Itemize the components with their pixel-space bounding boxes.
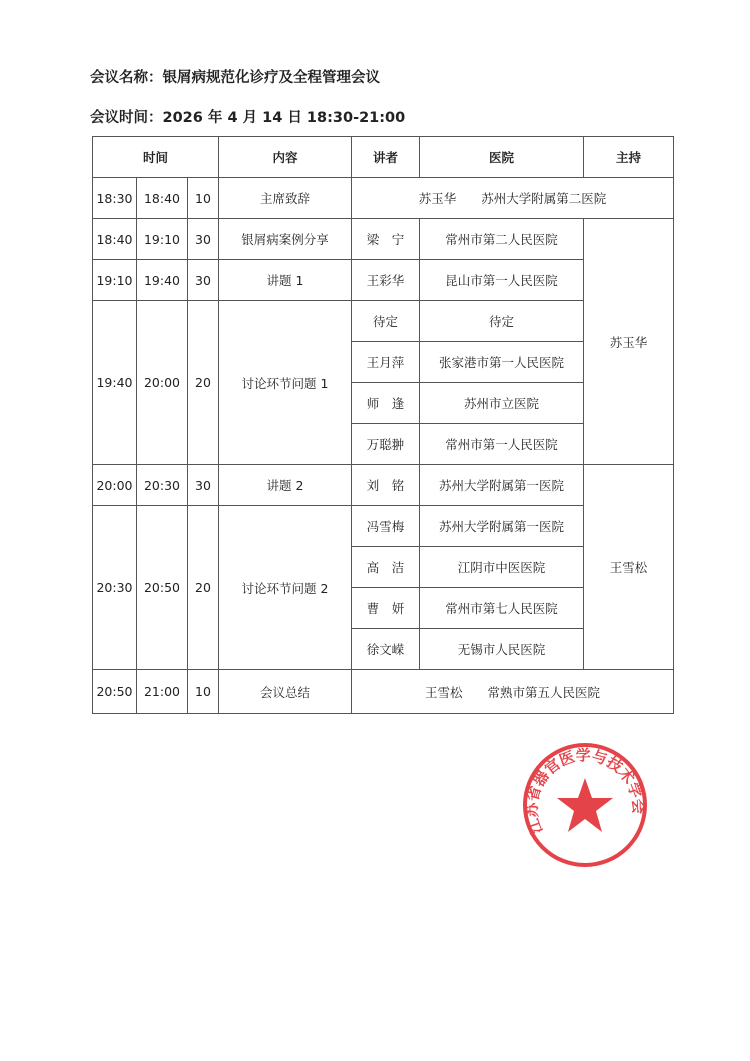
table-row [93,465,674,506]
header-host: 主持 [584,137,674,178]
table-row [93,670,674,714]
end-time: 20:50 [137,506,188,670]
meeting-name: 会议名称：银屑病规范化诊疗及全程管理会议 [90,70,380,86]
content: 讲题 1 [219,260,352,301]
hospital: 待定 [420,301,584,342]
start-time: 19:40 [93,301,137,465]
header-hospital: 医院 [420,137,584,178]
header-time: 时间 [93,137,219,178]
speaker-hospital [352,670,674,714]
hospital: 常州市第七人民医院 [420,588,584,629]
hospital: 苏州大学附属第一医院 [420,506,584,547]
header-content: 内容 [219,137,352,178]
hospital: 江阴市中医医院 [420,547,584,588]
start-time: 18:40 [93,219,137,260]
speaker: 师 逢 [352,383,420,424]
table-row [93,219,674,260]
speaker: 刘 铭 [352,465,420,506]
schedule-table [92,136,674,714]
start-time: 18:30 [93,178,137,219]
speaker: 万聪翀 [352,424,420,465]
start-time: 20:50 [93,670,137,714]
hospital: 苏州大学附属第二医院 [481,191,607,206]
hospital: 无锡市人民医院 [420,629,584,670]
start-time: 20:00 [93,465,137,506]
start-time: 19:10 [93,260,137,301]
speaker: 待定 [352,301,420,342]
end-time: 19:10 [137,219,188,260]
speaker: 梁 宁 [352,219,420,260]
host: 苏玉华 [584,219,674,465]
seal-ring [522,745,648,865]
duration: 20 [188,506,219,670]
end-time: 21:00 [137,670,188,714]
header-speaker: 讲者 [352,137,420,178]
hospital: 常熟市第五人民医院 [487,684,601,700]
content: 会议总结 [219,670,352,714]
hospital: 昆山市第一人民医院 [420,260,584,301]
end-time: 20:00 [137,301,188,465]
official-seal-stamp [520,740,650,870]
hospital: 常州市第一人民医院 [420,424,584,465]
hospital: 常州市第二人民医院 [420,219,584,260]
duration: 10 [188,178,219,219]
duration: 30 [188,465,219,506]
speaker: 曹 妍 [352,588,420,629]
speaker: 王月萍 [352,342,420,383]
hospital: 苏州大学附属第一医院 [420,465,584,506]
content: 讨论环节问题 2 [219,506,352,670]
seal-star-icon [557,778,613,832]
duration: 30 [188,219,219,260]
end-time: 18:40 [137,178,188,219]
content: 银屑病案例分享 [219,219,352,260]
duration: 30 [188,260,219,301]
content: 主席致辞 [219,178,352,219]
end-time: 19:40 [137,260,188,301]
content: 讨论环节问题 1 [219,301,352,465]
speaker-hospital [352,178,674,219]
meeting-time: 会议时间：2026 年 4 月 14 日 18:30-21:00 [90,110,406,126]
host: 王雪松 [584,465,674,670]
speaker: 苏玉华 [418,191,457,206]
speaker: 冯雪梅 [352,506,420,547]
duration: 10 [188,670,219,714]
speaker: 王彩华 [352,260,420,301]
speaker: 徐文嵘 [352,629,420,670]
speaker: 高 洁 [352,547,420,588]
hospital: 张家港市第一人民医院 [420,342,584,383]
seal-text: 江苏省器官医学与技术学会 [522,746,648,837]
start-time: 20:30 [93,506,137,670]
table-row [93,178,674,219]
table-header [93,137,674,178]
speaker: 王雪松 [424,684,463,700]
duration: 20 [188,301,219,465]
content: 讲题 2 [219,465,352,506]
end-time: 20:30 [137,465,188,506]
hospital: 苏州市立医院 [420,383,584,424]
